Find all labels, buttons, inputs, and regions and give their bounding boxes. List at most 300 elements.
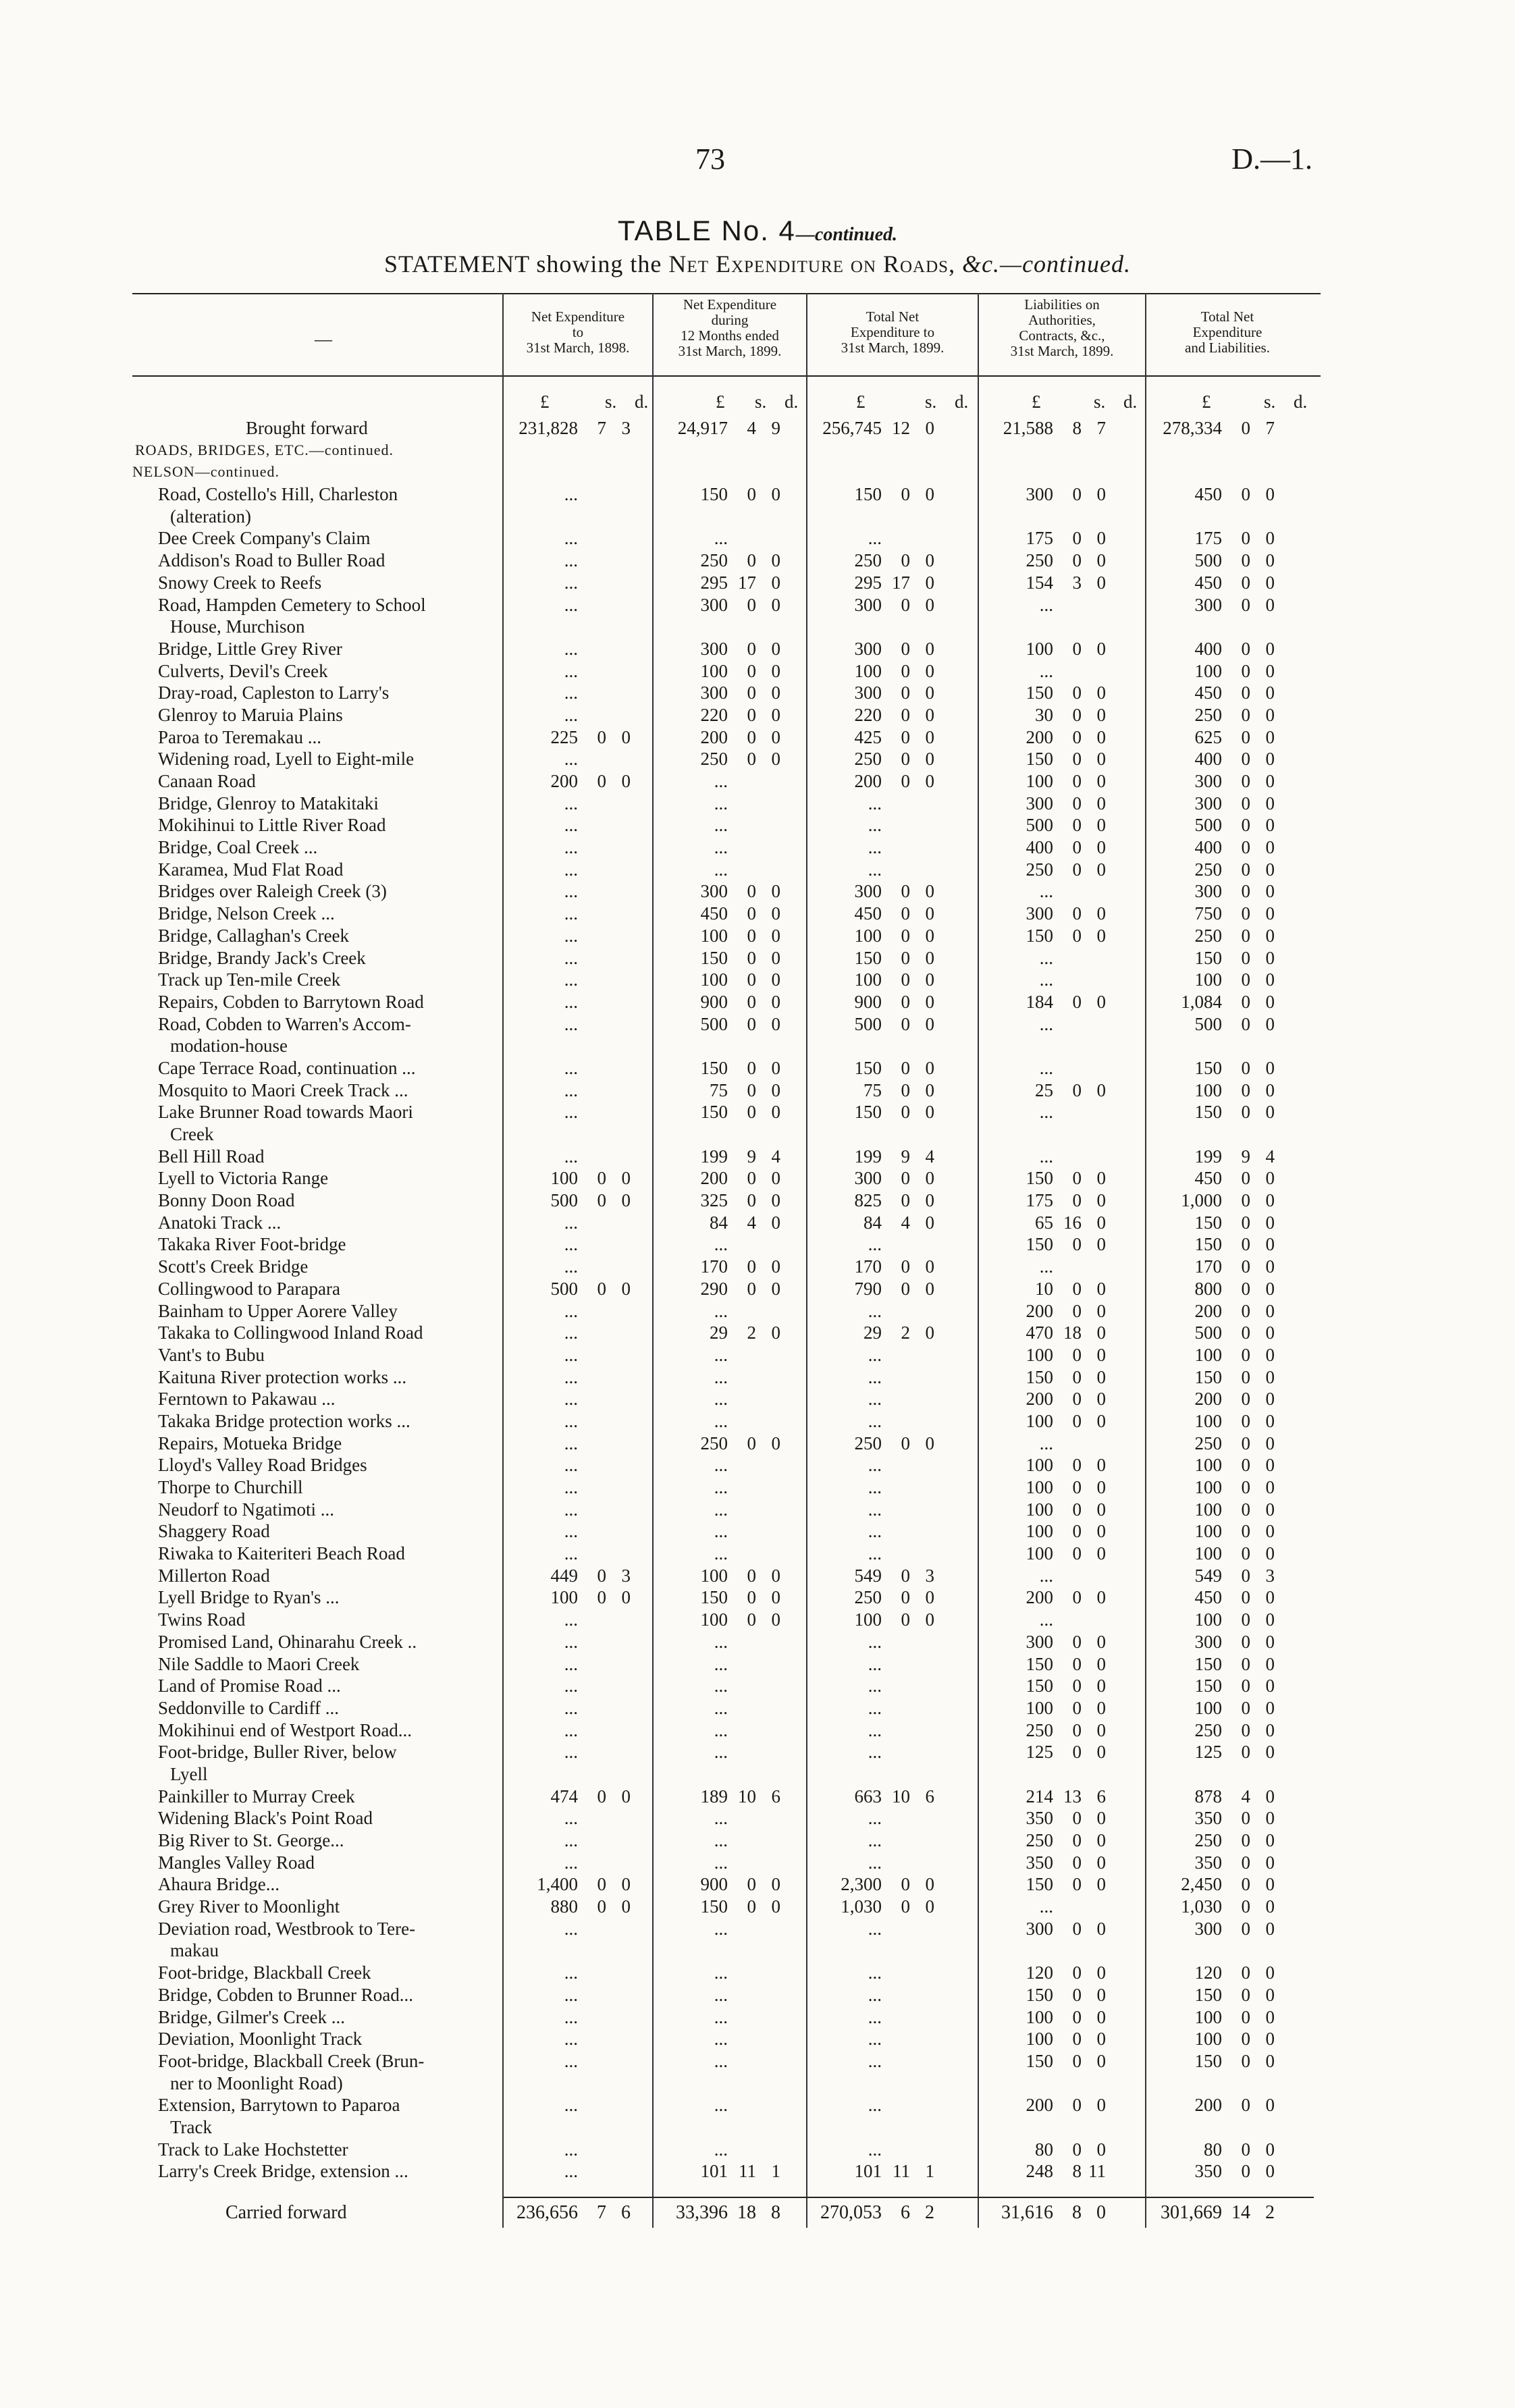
row-label: Lyell (170, 1763, 208, 1784)
shillings: 0 (747, 1256, 756, 1277)
pounds: ... (868, 2006, 882, 2027)
money-cell-c2 (654, 2028, 780, 2050)
pence (606, 836, 631, 858)
pence (606, 1520, 631, 1542)
pounds: ... (714, 1543, 728, 1564)
money-cell-c4 (979, 836, 1106, 858)
table-row (0, 2006, 1515, 2029)
money-cell-c2 (654, 1918, 780, 1939)
money-cell-c2 (654, 1543, 780, 1564)
shillings: 0 (901, 1057, 910, 1078)
pounds: 150 (1026, 683, 1053, 703)
pence (756, 1631, 780, 1653)
money-cell-c4 (979, 1586, 1106, 1608)
pence: 0 (771, 1278, 780, 1299)
money-cell-c3 (807, 1653, 934, 1675)
shillings: 0 (747, 660, 756, 681)
pence (1082, 1896, 1106, 1917)
pounds: 474 (550, 1786, 578, 1807)
pounds: ... (564, 572, 578, 593)
pounds: 100 (1194, 1477, 1222, 1497)
pence (910, 836, 934, 858)
pence: 0 (1096, 1477, 1106, 1497)
shillings (728, 1741, 756, 1763)
pence: 0 (1265, 903, 1275, 924)
pence: 0 (1265, 1697, 1275, 1718)
shillings (578, 1410, 606, 1432)
shillings: 0 (901, 1079, 910, 1100)
shillings: 0 (597, 1278, 606, 1299)
row-label: Bell Hill Road (158, 1146, 265, 1167)
pence: 3 (621, 418, 631, 438)
carried-forward-label: Carried forward (225, 2202, 347, 2223)
table-row (0, 1278, 1515, 1300)
table-row (0, 1189, 1515, 1212)
money-cell-c2 (654, 572, 780, 593)
shillings (578, 1852, 606, 1873)
money-cell-c4 (979, 1233, 1106, 1255)
pence: 0 (1265, 638, 1275, 659)
row-label: Shaggery Road (158, 1521, 270, 1542)
money-cell-c2 (654, 903, 780, 924)
pounds: 500 (854, 1013, 882, 1034)
pence: 0 (1265, 2095, 1275, 2116)
pence: 0 (1096, 1455, 1106, 1476)
shillings: 0 (1072, 1234, 1082, 1255)
pounds: ... (564, 1631, 578, 1652)
money-cell-c2 (654, 836, 780, 858)
shillings: 0 (747, 903, 756, 924)
pence: 0 (925, 1896, 934, 1917)
money-cell-c2 (654, 969, 780, 990)
row-label: Dee Creek Company's Claim (158, 528, 371, 549)
pounds: 100 (1026, 1344, 1053, 1365)
shillings: 0 (1072, 1830, 1082, 1850)
row-label: Glenroy to Maruia Plains (158, 704, 343, 725)
money-cell-c4 (979, 2160, 1106, 2182)
money-cell-c4 (979, 1388, 1106, 1410)
money-cell-c4 (979, 1212, 1106, 1233)
pence: 0 (1265, 1499, 1275, 1520)
shillings (578, 1300, 606, 1322)
pounds: 300 (700, 881, 728, 902)
pence: 0 (1096, 1322, 1106, 1343)
money-cell-c5 (1148, 1543, 1275, 1564)
money-cell-c5 (1148, 1520, 1275, 1542)
pounds: ... (1039, 594, 1053, 615)
money-cell-c5 (1148, 814, 1275, 836)
pence (910, 1631, 934, 1653)
shillings (578, 1719, 606, 1741)
pence (756, 1962, 780, 1983)
table-row (0, 1344, 1515, 1366)
shillings (882, 814, 910, 836)
shillings (578, 1344, 606, 1366)
pence: 0 (1265, 2139, 1275, 2160)
shillings: 0 (1241, 1719, 1250, 1740)
shillings: 0 (1241, 418, 1250, 438)
money-cell-c5 (1148, 1719, 1275, 1741)
money-cell-c2 (654, 1322, 780, 1343)
money-cell-c3 (807, 660, 934, 682)
shillings (728, 1520, 756, 1542)
shillings: 0 (1241, 1322, 1250, 1343)
money-cell-c1 (504, 1476, 631, 1498)
pounds: 199 (1194, 1146, 1222, 1167)
shillings (578, 1388, 606, 1410)
money-cell-c4 (979, 682, 1106, 703)
shillings: 0 (1241, 528, 1250, 549)
pence: 0 (1265, 1587, 1275, 1608)
page-number: 73 (695, 142, 725, 176)
money-cell-c1 (504, 1167, 631, 1189)
pence (756, 1499, 780, 1520)
money-cell-c4 (979, 793, 1106, 814)
row-label: Anatoki Track ... (158, 1212, 282, 1233)
pence (1082, 1565, 1106, 1586)
pounds: 400 (1194, 837, 1222, 858)
row-label: Lyell to Victoria Range (158, 1168, 329, 1189)
pounds: ... (868, 793, 882, 813)
shillings (578, 1807, 606, 1829)
shillings: 0 (1072, 2006, 1082, 2027)
header-line: 12 Months ended (681, 327, 779, 344)
shillings: 18 (1063, 1322, 1082, 1343)
money-cell-c2 (654, 1167, 780, 1189)
shillings: 0 (747, 1190, 756, 1211)
pence: 0 (1096, 1079, 1106, 1100)
pence: 0 (1265, 925, 1275, 946)
pence: 0 (1265, 528, 1275, 549)
row-label: Foot-bridge, Blackball Creek (158, 1962, 371, 1983)
shillings: 0 (1241, 1896, 1250, 1917)
pounds: ... (564, 1477, 578, 1497)
pounds: 300 (1194, 771, 1222, 791)
table-title (0, 215, 1515, 247)
statement-suffix: &c.—continued. (962, 250, 1132, 277)
money-cell-c3 (807, 1454, 934, 1476)
pence (606, 1829, 631, 1851)
money-cell-c5 (1148, 793, 1275, 814)
money-cell-c4 (979, 1807, 1106, 1829)
shillings (728, 1719, 756, 1741)
shillings: 6 (901, 2202, 910, 2223)
pence (910, 1852, 934, 1873)
pounds: 150 (1026, 1366, 1053, 1387)
shillings: 3 (1072, 572, 1082, 593)
pounds: ... (564, 550, 578, 571)
pounds: ... (1039, 1102, 1053, 1123)
pounds: 250 (1194, 925, 1222, 946)
money-cell-c5 (1148, 1918, 1275, 1939)
shillings: 0 (597, 1168, 606, 1189)
money-cell-c1 (504, 550, 631, 571)
pounds: 199 (700, 1146, 728, 1167)
shillings (882, 1366, 910, 1388)
pence: 2 (1265, 2202, 1275, 2223)
money-cell-c3 (807, 594, 934, 616)
pounds: 278,334 (1163, 418, 1222, 438)
money-cell-c5 (1148, 880, 1275, 902)
pounds: ... (564, 1521, 578, 1542)
pence (756, 1410, 780, 1432)
shillings: 0 (1072, 1477, 1082, 1497)
table-row (0, 638, 1515, 660)
table-row (0, 1675, 1515, 1697)
pence (756, 1918, 780, 1939)
shillings (728, 859, 756, 880)
pounds: ... (1039, 1433, 1053, 1453)
row-label: Nile Saddle to Maori Creek (158, 1653, 360, 1674)
money-cell-c1 (504, 903, 631, 924)
shillings: 18 (737, 2202, 756, 2223)
shillings (728, 1984, 756, 2006)
pence: 0 (925, 1212, 934, 1233)
pounds: 500 (700, 1013, 728, 1034)
pounds: ... (564, 528, 578, 549)
pence: 0 (1096, 1499, 1106, 1520)
shillings: 0 (1072, 859, 1082, 880)
shillings: 0 (901, 1874, 910, 1895)
money-cell-c5 (1148, 1586, 1275, 1608)
money-cell-c2 (654, 1984, 780, 2006)
money-cell-c5 (1148, 660, 1275, 682)
shillings (1053, 880, 1082, 902)
shillings: 0 (901, 1168, 910, 1189)
pounds: ... (868, 1697, 882, 1718)
money-cell-c2 (654, 1079, 780, 1101)
row-label: Land of Promise Road ... (158, 1676, 341, 1696)
page-header (0, 142, 1515, 196)
money-cell-c1 (504, 1962, 631, 1983)
pence (606, 793, 631, 814)
shillings (882, 1543, 910, 1564)
shillings (882, 1388, 910, 1410)
pence (756, 1697, 780, 1719)
pence: 0 (925, 1609, 934, 1630)
row-label: Twins Road (158, 1609, 246, 1630)
shillings: 0 (1072, 1499, 1082, 1520)
shillings (882, 1741, 910, 1763)
table-row (0, 1433, 1515, 1455)
pounds: 350 (1194, 1808, 1222, 1829)
shillings: 0 (1241, 1079, 1250, 1100)
shillings: 14 (1231, 2202, 1250, 2223)
money-cell-c3 (807, 1322, 934, 1343)
shillings: 0 (1241, 815, 1250, 836)
shillings: 0 (901, 1102, 910, 1123)
shillings (882, 527, 910, 549)
money-cell-c3 (807, 1829, 934, 1851)
pence: 0 (1096, 1300, 1106, 1321)
pounds: 300 (1026, 1918, 1053, 1939)
table-row (0, 1366, 1515, 1389)
money-cell-c4 (979, 1543, 1106, 1564)
pounds: 825 (854, 1190, 882, 1211)
money-cell-c5 (1148, 1476, 1275, 1498)
shillings (578, 1520, 606, 1542)
pence: 0 (1265, 1433, 1275, 1453)
money-cell-c2 (654, 1146, 780, 1167)
statement-heading (0, 250, 1515, 278)
pounds: 1,000 (1181, 1190, 1222, 1211)
shillings: 0 (747, 991, 756, 1012)
shillings (578, 748, 606, 770)
pence: 0 (771, 484, 780, 505)
pounds: 500 (1026, 815, 1053, 836)
money-cell-c2 (654, 1256, 780, 1277)
pence (910, 859, 934, 880)
row-label: Bonny Doon Road (158, 1190, 295, 1211)
money-cell-c2 (654, 726, 780, 748)
shillings (578, 1829, 606, 1851)
pounds: 248 (1026, 2161, 1053, 2182)
shillings: 0 (597, 1565, 606, 1586)
pounds: 200 (1194, 2095, 1222, 2116)
money-cell-c1 (504, 880, 631, 902)
money-cell-c5 (1148, 638, 1275, 660)
pence: 0 (1096, 1852, 1106, 1873)
shillings: 0 (747, 925, 756, 946)
money-cell-c2 (654, 660, 780, 682)
shillings (1053, 1013, 1082, 1035)
money-cell-c4 (979, 1829, 1106, 1851)
pounds: 300 (1026, 793, 1053, 813)
table-row (0, 1852, 1515, 1874)
header-bottom-rule (132, 375, 1321, 377)
pence: 6 (771, 1786, 780, 1807)
money-cell-c2 (654, 2006, 780, 2028)
shillings (882, 1697, 910, 1719)
pounds: 100 (1026, 1477, 1053, 1497)
pence: 0 (1265, 1896, 1275, 1917)
shillings: 0 (1072, 1653, 1082, 1674)
money-cell-c5 (1148, 1852, 1275, 1873)
pence: 1 (771, 2161, 780, 2182)
money-cell-c1 (504, 2202, 631, 2224)
money-cell-c1 (504, 925, 631, 946)
pence: 0 (621, 1278, 631, 1299)
money-cell-c3 (807, 2139, 934, 2160)
money-cell-c3 (807, 417, 934, 439)
row-label: Painkiller to Murray Creek (158, 1786, 355, 1807)
money-cell-c5 (1148, 1873, 1275, 1895)
pence: 0 (1265, 1962, 1275, 1983)
money-cell-c1 (504, 1278, 631, 1300)
pounds: ... (564, 793, 578, 813)
shillings: 0 (597, 1786, 606, 1807)
shillings (728, 1675, 756, 1696)
money-cell-c4 (979, 1410, 1106, 1432)
pounds: 800 (1194, 1278, 1222, 1299)
pounds: 150 (700, 484, 728, 505)
pounds: ... (564, 1146, 578, 1167)
table-row (0, 550, 1515, 572)
money-cell-c1 (504, 1300, 631, 1322)
table-row (0, 1233, 1515, 1256)
pounds: 150 (700, 1057, 728, 1078)
pounds: ... (564, 1697, 578, 1718)
unit-pound: £ (540, 392, 550, 412)
shillings (578, 1918, 606, 1939)
money-cell-c4 (979, 1852, 1106, 1873)
pounds: 300 (1194, 881, 1222, 902)
money-cell-c4 (979, 2202, 1106, 2224)
pence: 0 (925, 683, 934, 703)
pounds: ... (564, 859, 578, 880)
shillings (728, 1344, 756, 1366)
pounds: 100 (1194, 1521, 1222, 1542)
money-cell-c3 (807, 2028, 934, 2050)
money-cell-c5 (1148, 1300, 1275, 1322)
money-cell-c2 (654, 770, 780, 792)
shillings (1053, 594, 1082, 616)
pounds: 500 (550, 1190, 578, 1211)
pounds: ... (868, 1499, 882, 1520)
money-cell-c2 (654, 1631, 780, 1653)
pence (910, 1300, 934, 1322)
pounds: 101 (700, 2161, 728, 2182)
shillings: 0 (1241, 969, 1250, 990)
shillings: 2 (747, 1322, 756, 1343)
money-cell-c1 (504, 1013, 631, 1035)
money-cell-c1 (504, 2094, 631, 2116)
shillings: 0 (747, 726, 756, 747)
pounds: ... (868, 1852, 882, 1873)
table-row (0, 1565, 1515, 1587)
pence (606, 1543, 631, 1564)
shillings (578, 793, 606, 814)
pounds: 301,669 (1161, 2202, 1222, 2223)
money-cell-c5 (1148, 748, 1275, 770)
pounds: 250 (1026, 859, 1053, 880)
pence (606, 859, 631, 880)
money-cell-c3 (807, 859, 934, 880)
pence: 0 (1096, 1676, 1106, 1696)
shillings: 0 (901, 749, 910, 770)
pence (910, 2094, 934, 2116)
money-cell-c3 (807, 1741, 934, 1763)
money-cell-c2 (654, 859, 780, 880)
pence: 0 (1265, 837, 1275, 858)
pence: 0 (1096, 1410, 1106, 1431)
table-row (0, 1212, 1515, 1234)
pence: 6 (621, 2202, 631, 2223)
pence (606, 2006, 631, 2028)
shillings (578, 1653, 606, 1675)
table-row (0, 1719, 1515, 1742)
shillings: 0 (1072, 1278, 1082, 1299)
shillings: 0 (597, 1896, 606, 1917)
row-label: Takaka to Collingwood Inland Road (158, 1322, 423, 1343)
shillings (578, 1543, 606, 1564)
money-cell-c4 (979, 527, 1106, 549)
pence (756, 2050, 780, 2072)
shillings (578, 1609, 606, 1630)
pence: 0 (1265, 1278, 1275, 1299)
money-cell-c5 (1148, 1807, 1275, 1829)
shillings (578, 1675, 606, 1696)
shillings: 0 (747, 1433, 756, 1453)
money-cell-c4 (979, 1476, 1106, 1498)
pounds: 250 (700, 1433, 728, 1453)
pence: 0 (1096, 704, 1106, 725)
money-cell-c4 (979, 859, 1106, 880)
shillings: 0 (1241, 1057, 1250, 1078)
shillings: 0 (901, 1896, 910, 1917)
shillings: 0 (747, 881, 756, 902)
row-label: Seddonville to Cardiff ... (158, 1697, 339, 1718)
